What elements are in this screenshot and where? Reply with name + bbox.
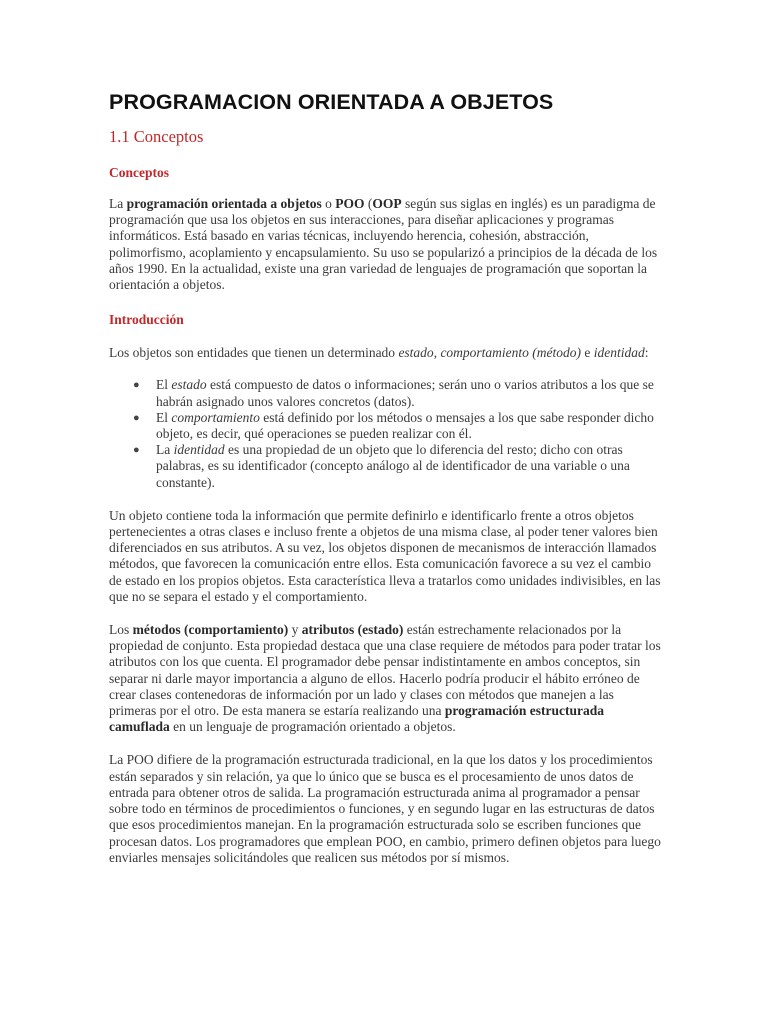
- list-item-estado: ● El estado está compuesto de datos o informaciones; serán uno o varios atributos a los que se habrán asignado unos valores concretos (datos).: [133, 377, 654, 409]
- paragraph-objects-intro: Los objetos son entidades que tienen un determinado estado, comportamiento (método) e identidad:: [109, 345, 649, 361]
- document-title: PROGRAMACION ORIENTADA A OBJETOS: [109, 90, 554, 114]
- subheading-introduccion: Introducción: [109, 312, 184, 328]
- bullet-icon: ●: [133, 444, 140, 457]
- paragraph-definition: La programación orientada a objetos o POO (OOP según sus siglas en inglés) es un paradigma de programación que usa los objetos en sus interacciones, para diseñar aplicaciones y programas informáticos. Está basado en varias técnicas, incluyendo herencia, cohesión, abstracción, polimorfismo, acoplamiento y encapsulamiento. Su uso se popularizó a principios de la década de los años 1990. En la actualidad, existe una gran variedad de lenguajes de programación que soportan la orientación a objetos.: [109, 196, 658, 293]
- subheading-conceptos: Conceptos: [109, 165, 169, 180]
- object-properties-list: [109, 377, 661, 490]
- paragraph-methods-attributes: Los métodos (comportamiento) y atributos (estado) están estrechamente relacionados por la propiedad de conjunto. Esta propiedad destaca que una clase requiere de métodos para poder tratar los atributos con los que cuenta. El programador debe pensar indistintamente en ambos conceptos, sin separar ni darle mayor importancia a alguno de ellos. Hacerlo podría producir el hábito erróneo de crear clases contenedoras de información por un lado y clases con métodos que manejen a las primeras por el otro. De esta manera se estaría realizando una programación estructurada camuflada en un lenguaje de programación orientado a objetos.: [109, 622, 661, 735]
- document-page: [109, 88, 661, 866]
- list-item-identidad: ● La identidad es una propiedad de un objeto que lo diferencia del resto; dicho con otras palabras, es su identificador (concepto análogo al de identificador de una variable o una constante).: [133, 442, 630, 490]
- section-heading: 1.1 Conceptos: [109, 127, 204, 146]
- paragraph-poo-vs-structured: La POO difiere de la programación estructurada tradicional, en la que los datos y los procedimientos están separados y sin relación, ya que lo único que se busca es el procesamiento de unos datos de entrada para obtener otros de salida. La programación estructurada anima al programador a pensar sobre todo en términos de procedimientos o funciones, y en segundo lugar en las estructuras de datos que esos procedimientos manejan. En la programación estructurada solo se escriben funciones que procesan datos. Los programadores que emplean POO, en cambio, primero definen objetos para luego enviarles mensajes solicitándoles que realicen sus métodos por sí mismos.: [109, 752, 661, 865]
- bullet-icon: ●: [133, 379, 140, 392]
- bullet-icon: ●: [133, 411, 140, 424]
- list-item-comportamiento: ● El comportamiento está definido por los métodos o mensajes a los que sabe responder dicho objeto, es decir, qué operaciones se pueden realizar con él.: [133, 409, 654, 442]
- paragraph-object-content: Un objeto contiene toda la información que permite definirlo e identificarlo frente a otros objetos pertenecientes a otras clases e incluso frente a objetos de una misma clase, al poder tener valores bien diferenciados en sus atributos. A su vez, los objetos disponen de mecanismos de interacción llamados métodos, que favorecen la comunicación entre ellos. Esta comunicación favorece a su vez el cambio de estado en los propios objetos. Esta característica lleva a tratarlos como unidades indivisibles, en las que no se separa el estado y el comportamiento.: [109, 507, 661, 604]
